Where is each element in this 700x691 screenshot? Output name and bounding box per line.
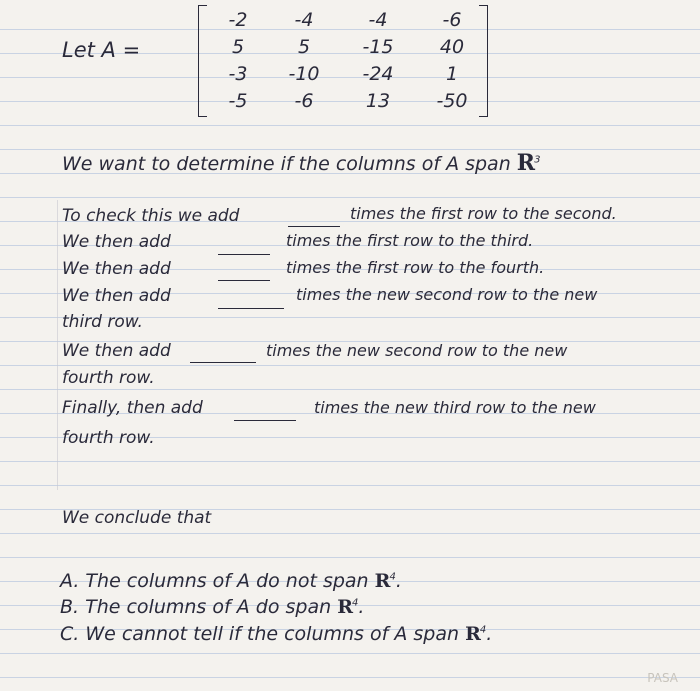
step-4-suffix: times the new second row to the new xyxy=(296,285,598,304)
matrix-a xyxy=(198,5,488,117)
matrix-cell: 5 xyxy=(297,36,311,58)
step-6-blank[interactable] xyxy=(234,420,296,421)
step-2-blank[interactable] xyxy=(218,254,270,255)
matrix-cell: -4 xyxy=(294,9,314,31)
step-3-blank[interactable] xyxy=(218,280,270,281)
step-4-prefix: We then add xyxy=(62,286,171,306)
step-1-blank[interactable] xyxy=(288,226,340,227)
step-5-continuation: fourth row. xyxy=(62,368,155,388)
matrix-cell: -15 xyxy=(362,36,394,58)
step-5-blank[interactable] xyxy=(190,362,256,363)
step-5-prefix: We then add xyxy=(62,341,171,361)
matrix-cell: 5 xyxy=(231,36,245,58)
matrix-cell: -6 xyxy=(442,9,462,31)
option-c[interactable] xyxy=(60,625,492,644)
matrix-cell: -3 xyxy=(228,63,248,85)
option-a-period: . xyxy=(395,570,402,592)
watermark: PASA xyxy=(647,671,678,685)
matrix-left-bracket xyxy=(198,5,207,117)
real-space-symbol: R xyxy=(516,150,535,176)
step-3-suffix: times the first row to the fourth. xyxy=(286,258,545,277)
conclusion-text: We conclude that xyxy=(62,508,212,528)
step-6-suffix: times the new third row to the new xyxy=(314,398,596,417)
option-b[interactable] xyxy=(60,598,364,617)
step-4-continuation: third row. xyxy=(62,312,143,332)
step-2-prefix: We then add xyxy=(62,232,171,252)
matrix-cell: 1 xyxy=(445,63,459,85)
space-dimension: 4 xyxy=(351,597,359,609)
step-1-prefix: To check this we add xyxy=(62,206,240,226)
matrix-cell: 13 xyxy=(365,90,391,112)
step-6-continuation: fourth row. xyxy=(62,428,155,448)
matrix-cell: -50 xyxy=(436,90,468,112)
option-b-text: B. The columns of A do span xyxy=(60,596,332,618)
step-2-suffix: times the first row to the third. xyxy=(286,231,534,250)
question-text: We want to determine if the columns of A span xyxy=(62,153,511,175)
step-3-prefix: We then add xyxy=(62,259,171,279)
question-line xyxy=(62,152,540,174)
space-dimension: 4 xyxy=(479,624,487,636)
matrix-cell: -4 xyxy=(368,9,388,31)
option-b-period: . xyxy=(358,596,365,618)
step-5-suffix: times the new second row to the new xyxy=(266,341,568,360)
matrix-cell: 40 xyxy=(439,36,465,58)
option-c-period: . xyxy=(486,623,493,645)
option-c-text: C. We cannot tell if the columns of A span xyxy=(60,623,460,645)
space-dimension: 3 xyxy=(534,154,541,166)
matrix-cell: -6 xyxy=(294,90,314,112)
matrix-label: Let A = xyxy=(62,38,141,62)
matrix-cell: -24 xyxy=(362,63,394,85)
step-6-prefix: Finally, then add xyxy=(62,398,203,418)
matrix-cell: -10 xyxy=(288,63,320,85)
real-space-symbol: R xyxy=(337,596,352,618)
option-a-text: A. The columns of A do not span xyxy=(60,570,369,592)
space-dimension: 4 xyxy=(389,571,396,583)
real-space-symbol: R xyxy=(374,570,390,592)
matrix-cell: -5 xyxy=(228,90,248,112)
margin-line xyxy=(57,200,58,490)
matrix-cell: -2 xyxy=(228,9,248,31)
step-4-blank[interactable] xyxy=(218,308,284,309)
step-1-suffix: times the first row to the second. xyxy=(350,204,617,223)
real-space-symbol: R xyxy=(465,623,480,645)
option-a[interactable] xyxy=(60,572,402,591)
